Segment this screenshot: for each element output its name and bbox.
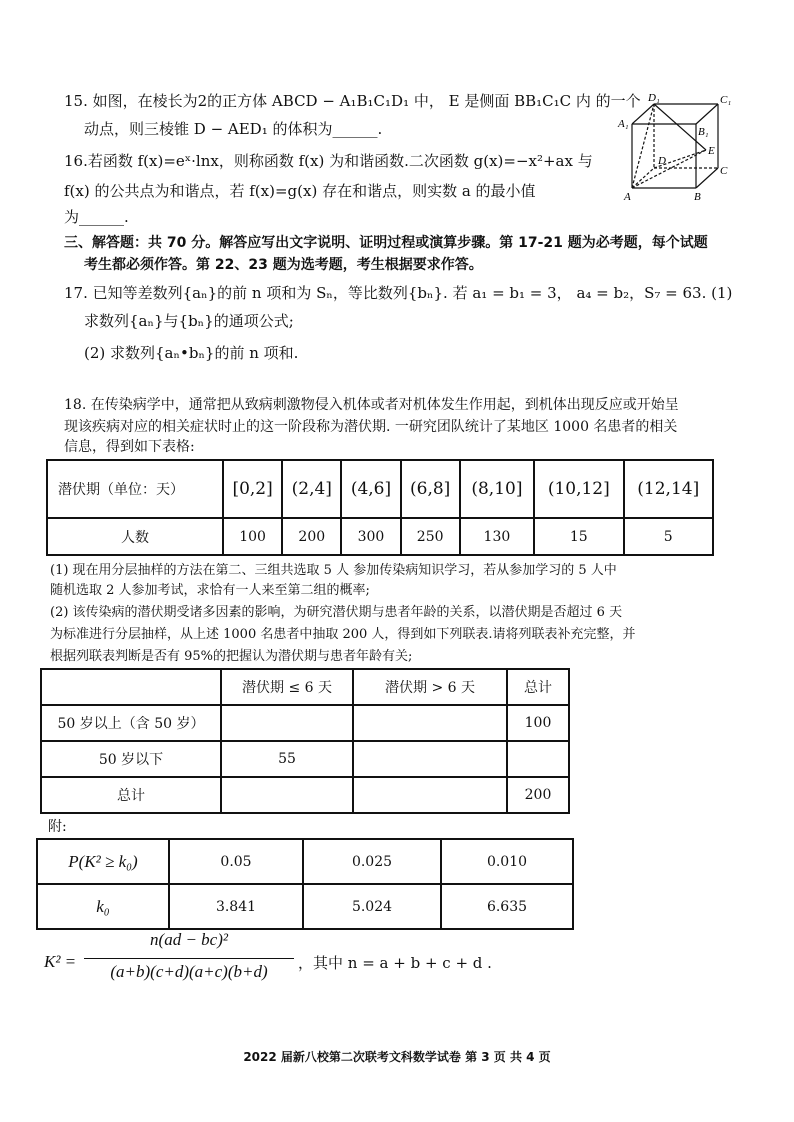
formula-tail: ，其中 n = a + b + c + d . bbox=[298, 954, 492, 972]
contingency-cell: 200 bbox=[507, 777, 569, 813]
interval-cell: (12,14] bbox=[624, 460, 714, 518]
count-cell: 100 bbox=[223, 518, 282, 555]
incubation-table bbox=[46, 459, 714, 556]
contingency-corner bbox=[41, 669, 221, 705]
page-footer: 2022 届新八校第二次联考文科数学试卷 第 3 页 共 4 页 bbox=[243, 1050, 551, 1064]
label-d: D bbox=[658, 155, 666, 167]
q18-line-1: 18. 在传染病学中，通常把从致病刺激物侵入机体或者对机体发生作用起，到机体出现反应或开始呈 bbox=[64, 397, 679, 413]
contingency-cell bbox=[353, 705, 507, 741]
contingency-cell bbox=[353, 741, 507, 777]
q18-part2-line-1: (2) 该传染病的潜伏期受诸多因素的影响，为研究潜伏期与患者年龄的关系，以潜伏期是否超过 6 天 bbox=[50, 605, 623, 620]
label-b: B bbox=[694, 191, 701, 203]
incubation-header-row bbox=[47, 460, 713, 518]
label-c1: C₁ bbox=[720, 94, 732, 106]
contingency-cell bbox=[221, 777, 353, 813]
critical-probability-cell: 0.05 bbox=[169, 839, 303, 884]
q16-line-2: f(x) 的公共点为和谐点，若 f(x)=g(x) 存在和谐点，则实数 a 的最小值 bbox=[64, 182, 536, 200]
q18-line-3: 信息，得到如下表格: bbox=[64, 439, 195, 455]
line-ae bbox=[632, 150, 706, 188]
cube-figure bbox=[614, 92, 734, 204]
q17-line-1: 17. 已知等差数列{aₙ}的前 n 项和为 Sₙ，等比数列{bₙ}. 若 a₁ = b₁ = 3， a₄ = b₂，S₇ = 63. (1) bbox=[64, 284, 733, 302]
label-a: A bbox=[624, 191, 631, 203]
count-cell: 5 bbox=[624, 518, 714, 555]
label-c: C bbox=[720, 165, 728, 177]
contingency-row bbox=[41, 777, 569, 813]
contingency-row bbox=[41, 741, 569, 777]
contingency-header-row bbox=[41, 669, 569, 705]
critical-k0-label: k₀ bbox=[37, 884, 169, 929]
critical-value-row bbox=[37, 839, 573, 884]
count-cell: 15 bbox=[534, 518, 623, 555]
q15-line-1: 15. 如图，在棱长为2的正方体 ABCD − A₁B₁C₁D₁ 中， E 是侧面 BB₁C₁C 内 的一个 bbox=[64, 92, 641, 110]
q15-line-2: 动点，则三棱锥 D − AED₁ 的体积为______. bbox=[84, 120, 383, 138]
contingency-row bbox=[41, 705, 569, 741]
critical-probability-label: P(K² ≥ k₀) bbox=[37, 839, 169, 884]
edge-bc bbox=[696, 168, 718, 188]
count-row-label: 人数 bbox=[47, 518, 223, 555]
contingency-cell bbox=[507, 741, 569, 777]
contingency-header: 潜伏期 ≤ 6 天 bbox=[221, 669, 353, 705]
q18-line-2: 现该疾病对应的相关症状时止的这一阶段称为潜伏期. 一研究团队统计了某地区 1000 名患者的相关 bbox=[64, 419, 678, 435]
contingency-row-label: 50 岁以上（含 50 岁） bbox=[41, 705, 221, 741]
appendix-label: 附: bbox=[48, 819, 67, 835]
count-cell: 250 bbox=[401, 518, 460, 555]
contingency-cell: 100 bbox=[507, 705, 569, 741]
critical-k0-cell: 3.841 bbox=[169, 884, 303, 929]
q16-line-1: 16.若函数 f(x)=eˣ·lnx，则称函数 f(x) 为和谐函数.二次函数 g(x)=−x²+ax 与 bbox=[64, 152, 593, 170]
interval-cell: (8,10] bbox=[460, 460, 534, 518]
contingency-table bbox=[40, 668, 570, 814]
contingency-cell bbox=[353, 777, 507, 813]
q16-line-3: 为______. bbox=[64, 208, 129, 226]
critical-probability-cell: 0.010 bbox=[441, 839, 573, 884]
cube-diagram bbox=[614, 92, 734, 204]
interval-cell: [0,2] bbox=[223, 460, 282, 518]
incubation-header-label: 潜伏期（单位：天） bbox=[47, 460, 223, 518]
critical-probability-cell: 0.025 bbox=[303, 839, 441, 884]
edge-a1d1 bbox=[632, 104, 654, 124]
contingency-cell: 55 bbox=[221, 741, 353, 777]
interval-cell: (10,12] bbox=[534, 460, 623, 518]
count-cell: 300 bbox=[341, 518, 400, 555]
label-e: E bbox=[708, 145, 715, 157]
q18-part1-line-2: 随机选取 2 人参加考试，求恰有一人来至第二组的概率; bbox=[50, 583, 370, 598]
label-b1: B₁ bbox=[698, 126, 709, 138]
section-3-line-2: 考生都必须作答。第 22、23 题为选考题，考生根据要求作答。 bbox=[84, 257, 483, 273]
critical-k0-cell: 6.635 bbox=[441, 884, 573, 929]
interval-cell: (6,8] bbox=[401, 460, 460, 518]
q17-line-2: 求数列{aₙ}与{bₙ}的通项公式; bbox=[84, 312, 294, 330]
formula-numerator: n(ad − bc)² bbox=[150, 930, 228, 949]
interval-cell: (4,6] bbox=[341, 460, 400, 518]
section-3-line-1: 三、解答题：共 70 分。解答应写出文字说明、证明过程或演算步骤。第 17-21 题为必考题，每个试题 bbox=[64, 235, 708, 251]
incubation-count-row bbox=[47, 518, 713, 555]
contingency-row-label: 50 岁以下 bbox=[41, 741, 221, 777]
count-cell: 200 bbox=[282, 518, 341, 555]
q18-part1-line-1: (1) 现在用分层抽样的方法在第二、三组共选取 5 人 参加传染病知识学习，若从参加学习的 5 人中 bbox=[50, 563, 617, 578]
line-ad1 bbox=[632, 104, 654, 188]
edge-b1c1 bbox=[696, 104, 718, 124]
q18-part2-line-2: 为标准进行分层抽样，从上述 1000 名患者中抽取 200 人，得到如下列联表.请将列联表补充完整，并 bbox=[50, 627, 636, 642]
label-d1: D₁ bbox=[648, 92, 660, 104]
q18-part2-line-3: 根据列联表判断是否有 95%的把握认为潜伏期与患者年龄有关; bbox=[50, 649, 413, 664]
critical-k0-cell: 5.024 bbox=[303, 884, 441, 929]
formula-denominator: (a+b)(c+d)(a+c)(b+d) bbox=[110, 962, 268, 981]
contingency-cell bbox=[221, 705, 353, 741]
contingency-header: 潜伏期 > 6 天 bbox=[353, 669, 507, 705]
count-cell: 130 bbox=[460, 518, 534, 555]
contingency-row-label: 总计 bbox=[41, 777, 221, 813]
critical-value-table bbox=[36, 838, 574, 930]
formula-fraction-bar bbox=[84, 958, 294, 959]
critical-value-row bbox=[37, 884, 573, 929]
interval-cell: (2,4] bbox=[282, 460, 341, 518]
contingency-header: 总计 bbox=[507, 669, 569, 705]
formula-lhs: K² = bbox=[44, 952, 77, 971]
label-a1: A₁ bbox=[618, 118, 629, 130]
q17-line-3: (2) 求数列{aₙ•bₙ}的前 n 项和. bbox=[84, 344, 299, 362]
